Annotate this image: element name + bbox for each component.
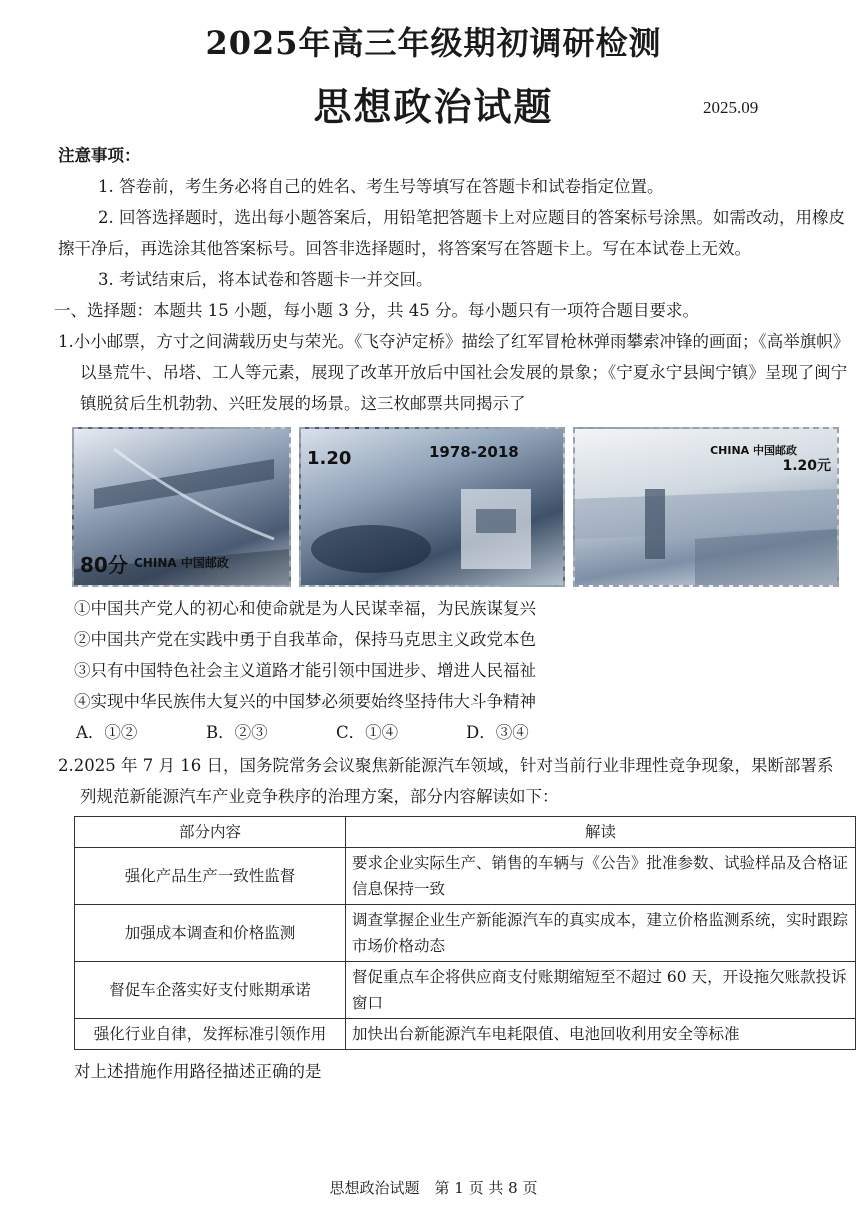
exam-body [54, 140, 849, 1087]
choice-c: C．①④ [336, 723, 399, 742]
table-cell: 调查掌握企业生产新能源汽车的真实成本，建立价格监测系统，实时跟踪市场价格动态 [346, 905, 856, 962]
table-cell: 加强成本调查和价格监测 [75, 905, 346, 962]
notice-heading: 注意事项： [58, 146, 141, 165]
stamp-value: 1.20 [307, 448, 352, 469]
stamp-minning-town [573, 427, 839, 587]
table-cell: 强化行业自律，发挥标准引领作用 [75, 1019, 346, 1050]
table-cell: 强化产品生产一致性监督 [75, 848, 346, 905]
stamp-country: CHINA 中国邮政 [134, 556, 229, 570]
notice-item-3: 3. 考试结束后，将本试卷和答题卡一并交回。 [98, 270, 433, 289]
table-header: 解读 [346, 817, 856, 848]
question-2-prompt: 对上述措施作用路径描述正确的是 [74, 1062, 322, 1081]
exam-title: 2025年高三年级期初调研检测 [205, 24, 662, 62]
notice-item-2: 2. 回答选择题时，选出每小题答案后，用铅笔把答题卡上对应题目的答案标号涂黑。如需改动，用橡皮擦干净后，再选涂其他答案标号。回答非选择题时，将答案写在答题卡上。写在本试卷上无效。 [58, 208, 845, 258]
stamp-luding-bridge [72, 427, 291, 587]
section-heading: 一、选择题：本题共 15 小题，每小题 3 分，共 45 分。每小题只有一项符合题目要求。 [54, 301, 699, 320]
table-cell: 督促重点车企将供应商支付账期缩短至不超过 60 天，开设拖欠账款投诉窗口 [346, 962, 856, 1019]
q1-option-2: ②中国共产党在实践中勇于自我革命，保持马克思主义政党本色 [74, 630, 536, 649]
page-footer: 思想政治试题 第 1 页 共 8 页 [329, 1179, 538, 1197]
choice-d: D．③④ [466, 723, 529, 742]
q1-option-1: ①中国共产党人的初心和使命就是为人民谋幸福，为民族谋复兴 [74, 599, 536, 618]
stamp-images [72, 427, 848, 587]
q1-choices [76, 717, 848, 748]
table-row [75, 905, 856, 962]
stamp-years: 1978-2018 [429, 443, 519, 461]
choice-b: B．②③ [206, 723, 268, 742]
q1-option-3: ③只有中国特色社会主义道路才能引领中国进步、增进人民福祉 [74, 661, 536, 680]
q1-option-4: ④实现中华民族伟大复兴的中国梦必须要始终坚持伟大斗争精神 [74, 692, 536, 711]
table-row [75, 848, 856, 905]
exam-date: 2025.09 [703, 98, 759, 117]
question-2-stem: 2.2025 年 7 月 16 日，国务院常务会议聚焦新能源汽车领域，针对当前行业非理性竞争现象，果断部署系列规范新能源汽车产业竞争秩序的治理方案，部分内容解读如下： [58, 756, 834, 806]
table-row [75, 1019, 856, 1050]
table-row [75, 962, 856, 1019]
stamp-raising-flag [299, 427, 565, 587]
stamp-value: 1.20元 [782, 458, 831, 474]
notice-item-1: 1. 答卷前，考生务必将自己的姓名、考生号等填写在答题卡和试卷指定位置。 [98, 177, 664, 196]
table-header: 部分内容 [75, 817, 346, 848]
policy-table [74, 816, 856, 1050]
subject-title: 思想政治试题 [313, 84, 554, 129]
table-header-row [75, 817, 856, 848]
stamp-value: 80分 [80, 553, 128, 577]
stamp-country: CHINA 中国邮政 [710, 444, 797, 457]
table-cell: 加快出台新能源汽车电耗限值、电池回收利用安全等标准 [346, 1019, 856, 1050]
choice-a: A．①② [76, 723, 138, 742]
question-1-stem: 1.小小邮票，方寸之间满载历史与荣光。《飞夺泸定桥》描绘了红军冒枪林弹雨攀索冲锋的画面；《高举旗帜》以垦荒牛、吊塔、工人等元素，展现了改革开放后中国社会发展的景象；《宁夏永宁县闽宁镇》呈现了闽宁镇脱贫后生机勃勃、兴旺发展的场景。这三枚邮票共同揭示了 [58, 332, 848, 413]
table-cell: 要求企业实际生产、销售的车辆与《公告》批准参数、试验样品及合格证信息保持一致 [346, 848, 856, 905]
table-cell: 督促车企落实好支付账期承诺 [75, 962, 346, 1019]
